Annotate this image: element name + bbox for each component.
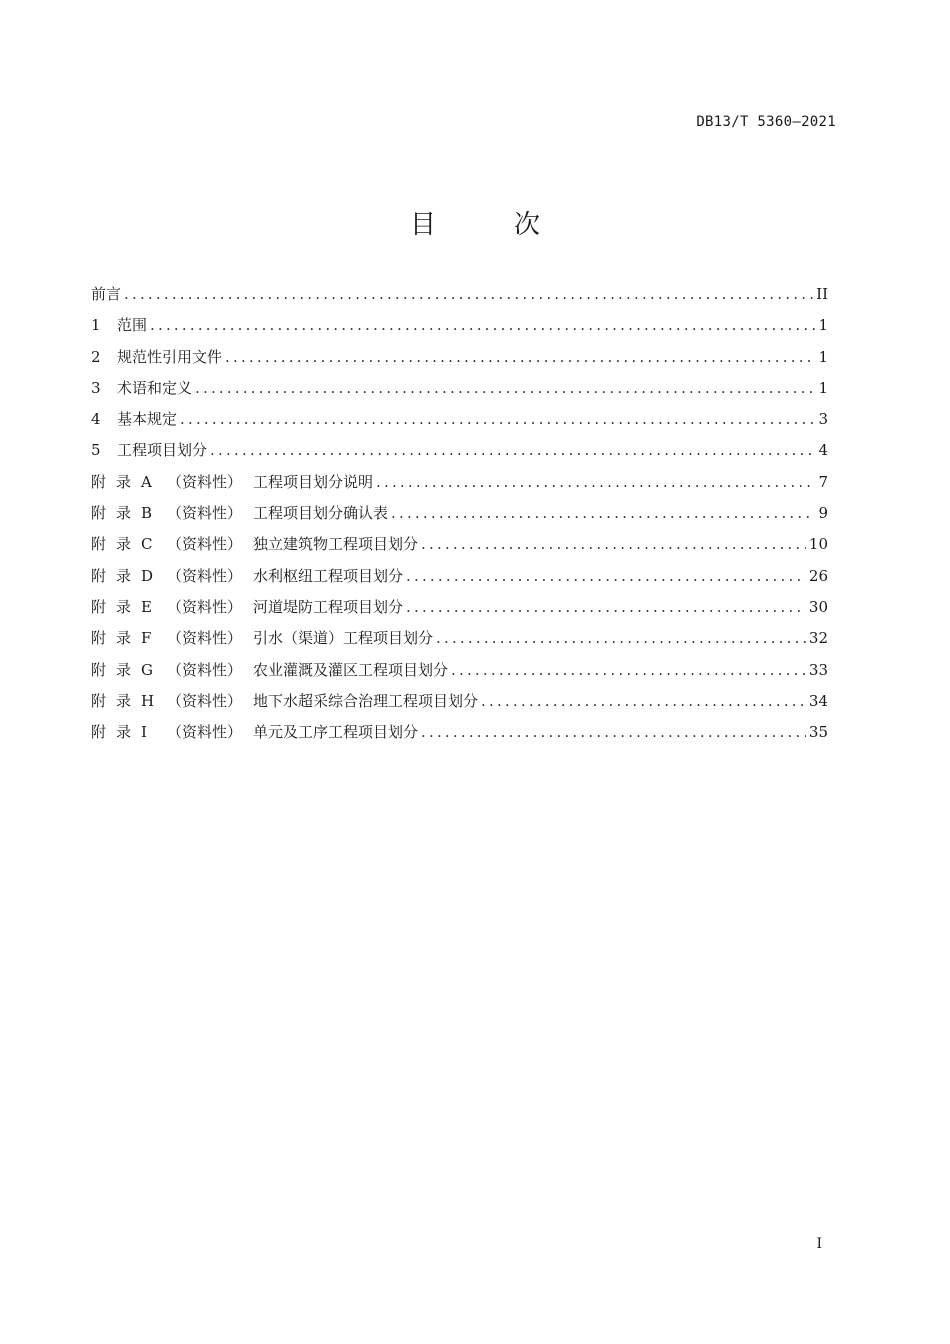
toc-entry-label: 河道堤防工程项目划分 [253,597,404,616]
appendix-letter: I [141,723,147,742]
toc-entry-label: 水利枢纽工程项目划分 [253,566,404,585]
toc-entry-label: 工程项目划分说明 [253,472,374,491]
toc-entry-1[interactable] [91,314,828,345]
document-code: DB13/T 5360—2021 [696,114,836,130]
toc-entry-page: 10 [808,535,828,554]
toc-title: 目 次 [409,210,566,240]
toc-entry-appendix-f[interactable] [91,627,828,658]
toc-entry-number: 5 [91,441,101,460]
toc-entry-label: 农业灌溉及灌区工程项目划分 [253,660,449,679]
toc-entry-label: 基本规定 [117,410,178,429]
toc-entry-foreword[interactable] [91,283,828,314]
appendix-category: （资料性） [167,472,243,491]
toc-entry-appendix-e[interactable] [91,596,828,627]
toc-leader-dots [180,410,815,428]
toc-entry-label: 范围 [117,316,148,335]
appendix-prefix: 附录 [91,504,142,523]
appendix-category: （资料性） [167,566,243,585]
appendix-prefix: 附录 [91,535,142,554]
toc-entry-label: 单元及工序工程项目划分 [253,723,419,742]
appendix-letter: H [141,691,155,710]
toc-entry-appendix-c[interactable] [91,533,828,564]
toc-leader-dots [124,285,813,303]
appendix-category: （资料性） [167,597,243,616]
toc-entry-number: 2 [91,347,101,366]
appendix-letter: D [141,566,154,585]
toc-entry-label: 引水（渠道）工程项目划分 [253,629,434,648]
appendix-prefix: 附录 [91,597,142,616]
appendix-category: （资料性） [167,504,243,523]
toc-entry-page: 7 [818,472,828,491]
toc-entry-page: 9 [818,504,828,523]
toc-entry-label: 术语和定义 [117,378,193,397]
toc-entry-3[interactable] [91,377,828,408]
table-of-contents [91,283,828,752]
toc-leader-dots [210,441,815,459]
toc-entry-label: 规范性引用文件 [117,347,223,366]
toc-leader-dots [406,598,806,616]
appendix-letter: G [141,660,153,679]
appendix-prefix: 附录 [91,629,142,648]
appendix-prefix: 附录 [91,691,142,710]
toc-entry-number: 3 [91,378,101,397]
appendix-category: （资料性） [167,629,243,648]
toc-entry-page: 3 [818,410,828,429]
toc-leader-dots [406,567,806,585]
toc-entry-page: 30 [808,597,828,616]
toc-entry-page: 4 [818,441,828,460]
appendix-letter: C [141,535,153,554]
toc-entry-page: II [816,285,828,303]
toc-entry-appendix-i[interactable] [91,721,828,752]
appendix-letter: A [141,472,152,491]
toc-entry-page: 35 [808,723,828,742]
toc-entry-number: 1 [91,316,101,335]
appendix-prefix: 附录 [91,723,142,742]
toc-entry-page: 33 [808,660,828,679]
toc-leader-dots [421,535,806,553]
toc-entry-page: 32 [808,629,828,648]
toc-leader-dots [150,316,815,334]
toc-leader-dots [225,348,815,366]
toc-entry-label: 前言 [91,285,122,303]
toc-entry-appendix-b[interactable] [91,502,828,533]
toc-entry-5[interactable] [91,439,828,470]
appendix-letter: B [141,504,153,523]
toc-entry-label: 工程项目划分确认表 [253,504,389,523]
appendix-category: （资料性） [167,723,243,742]
toc-leader-dots [195,379,815,397]
toc-entry-label: 独立建筑物工程项目划分 [253,535,419,554]
toc-leader-dots [481,692,806,710]
toc-leader-dots [451,661,806,679]
appendix-category: （资料性） [167,660,243,679]
toc-entry-appendix-g[interactable] [91,659,828,690]
toc-leader-dots [376,473,815,491]
toc-entry-appendix-a[interactable] [91,471,828,502]
page-number: I [816,1236,822,1252]
toc-entry-page: 1 [818,378,828,397]
appendix-letter: F [141,629,152,648]
appendix-prefix: 附录 [91,566,142,585]
appendix-prefix: 附录 [91,660,142,679]
toc-entry-4[interactable] [91,408,828,439]
toc-entry-2[interactable] [91,346,828,377]
toc-entry-label: 工程项目划分 [117,441,208,460]
toc-entry-page: 1 [818,316,828,335]
toc-entry-label: 地下水超采综合治理工程项目划分 [253,691,479,710]
toc-leader-dots [421,723,806,741]
toc-entry-number: 4 [91,410,101,429]
toc-entry-page: 1 [818,347,828,366]
appendix-prefix: 附录 [91,472,142,491]
toc-entry-appendix-h[interactable] [91,690,828,721]
toc-entry-page: 34 [808,691,828,710]
appendix-category: （资料性） [167,691,243,710]
appendix-letter: E [141,597,152,616]
toc-leader-dots [436,629,806,647]
toc-entry-appendix-d[interactable] [91,565,828,596]
toc-entry-page: 26 [808,566,828,585]
appendix-category: （资料性） [167,535,243,554]
toc-leader-dots [391,504,815,522]
